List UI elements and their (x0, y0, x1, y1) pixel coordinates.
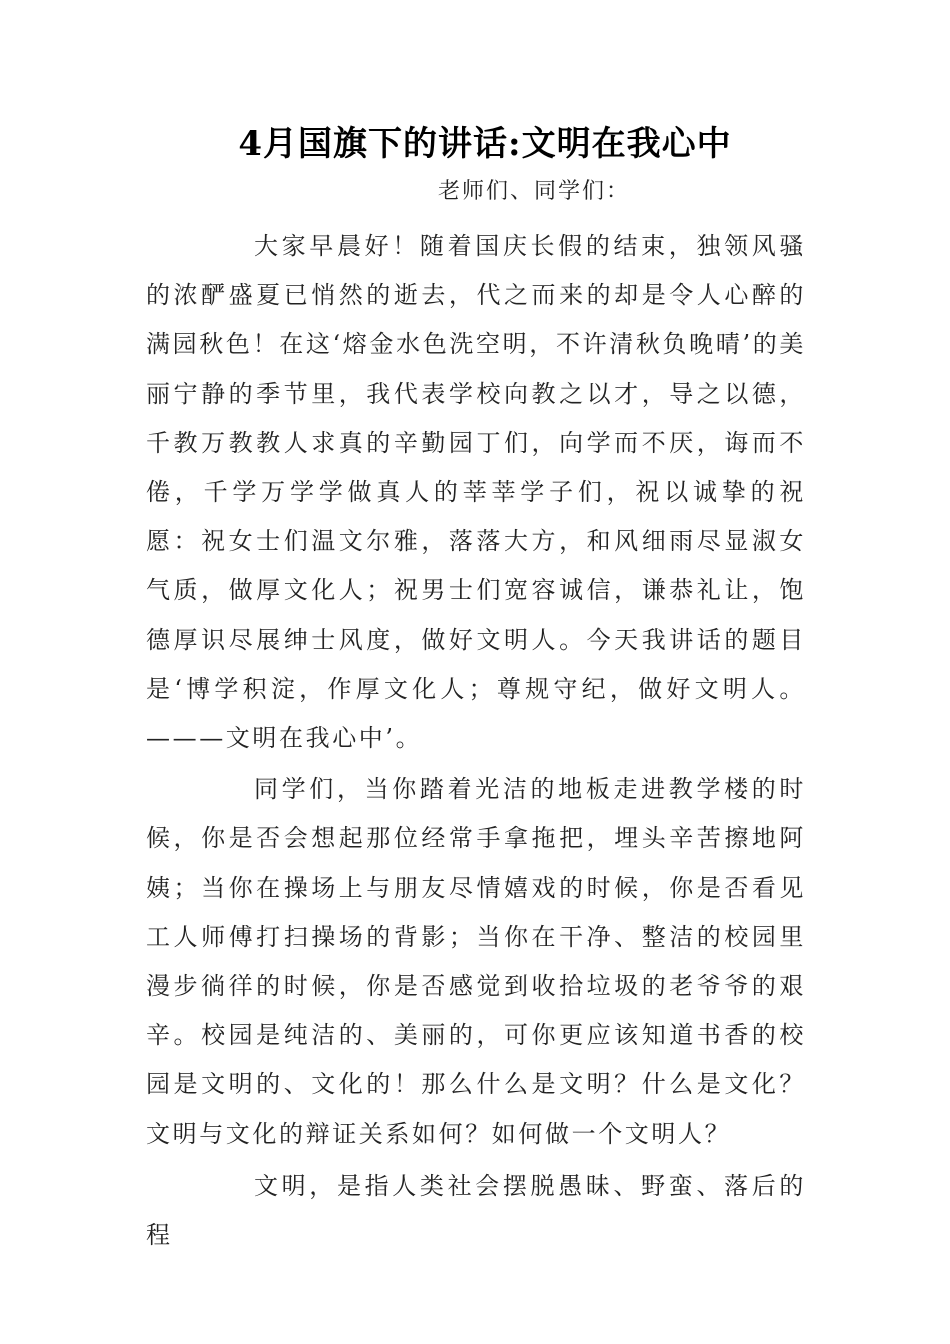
paragraph: 大家早晨好！随着国庆长假的结束，独领风骚的浓酽盛夏已悄然的逝去，代之而来的却是令人心醉的满园秋色！在这‘熔金水色洗空明，不许清秋负晚晴’的美丽宁静的季节里，我代表学校向教之以才，导之以德，千教万教教人求真的辛勤园丁们，向学而不厌，诲而不倦，千学万学学做真人的莘莘学子们，祝以诚挚的祝愿：祝女士们温文尔雅，落落大方，和风细雨尽显淑女气质，做厚文化人；祝男士们宽容诚信，谦恭礼让，饱德厚识尽展绅士风度，做好文明人。今天我讲话的题目是‘博学积淀，作厚文化人；尊规守纪，做好文明人。———文明在我心中’。 (146, 232, 806, 753)
page-title: 4月国旗下的讲话:文明在我心中 (238, 124, 732, 164)
greeting: 老师们、同学们： (438, 179, 631, 204)
paragraph: 文明，是指人类社会摆脱愚昧、野蛮、落后的程 (146, 1171, 806, 1250)
paragraph: 同学们，当你踏着光洁的地板走进教学楼的时候，你是否会想起那位经常手拿拖把，埋头辛苦擦地阿姨；当你在操场上与朋友尽情嬉戏的时候，你是否看见工人师傅打扫操场的背影；当你在干净、整洁的校园里漫步徜徉的时候，你是否感觉到收拾垃圾的老爷爷的艰辛。校园是纯洁的、美丽的，可你更应该知道书香的校园是文明的、文化的！那么什么是文明？什么是文化？文明与文化的辩证关系如何？如何做一个文明人？ (146, 775, 806, 1148)
speech-body (146, 222, 806, 1262)
